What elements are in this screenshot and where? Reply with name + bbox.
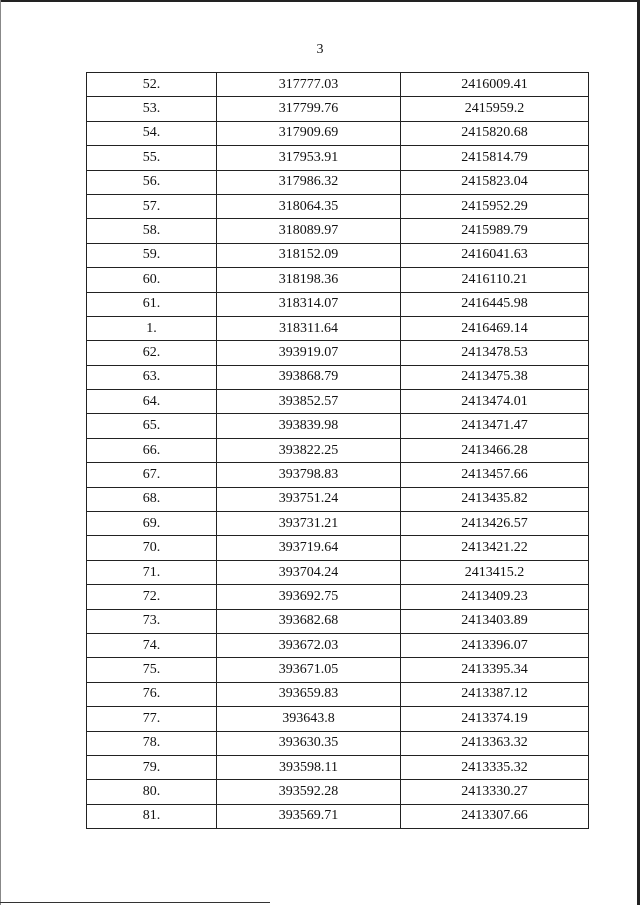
table-row	[87, 316, 589, 340]
x-coordinate-cell: 317909.69	[217, 121, 401, 145]
point-number-cell: 60.	[87, 268, 217, 292]
table-row	[87, 755, 589, 779]
x-coordinate-cell: 393839.98	[217, 414, 401, 438]
point-number-cell: 71.	[87, 560, 217, 584]
table-row	[87, 121, 589, 145]
y-coordinate-cell: 2413363.32	[401, 731, 589, 755]
table-row	[87, 780, 589, 804]
x-coordinate-cell: 317777.03	[217, 73, 401, 97]
table-row	[87, 170, 589, 194]
table-row	[87, 219, 589, 243]
x-coordinate-cell: 393682.68	[217, 609, 401, 633]
x-coordinate-cell: 393731.21	[217, 512, 401, 536]
table-row	[87, 487, 589, 511]
page-top-edge	[0, 0, 640, 2]
x-coordinate-cell: 393798.83	[217, 463, 401, 487]
table-row	[87, 609, 589, 633]
x-coordinate-cell: 393569.71	[217, 804, 401, 828]
table-row	[87, 560, 589, 584]
point-number-cell: 52.	[87, 73, 217, 97]
y-coordinate-cell: 2415959.2	[401, 97, 589, 121]
y-coordinate-cell: 2416041.63	[401, 243, 589, 267]
x-coordinate-cell: 393919.07	[217, 341, 401, 365]
x-coordinate-cell: 393592.28	[217, 780, 401, 804]
y-coordinate-cell: 2413435.82	[401, 487, 589, 511]
point-number-cell: 81.	[87, 804, 217, 828]
x-coordinate-cell: 393643.8	[217, 707, 401, 731]
table-row	[87, 194, 589, 218]
y-coordinate-cell: 2413478.53	[401, 341, 589, 365]
page-left-edge	[0, 0, 1, 905]
y-coordinate-cell: 2415952.29	[401, 194, 589, 218]
y-coordinate-cell: 2413330.27	[401, 780, 589, 804]
point-number-cell: 65.	[87, 414, 217, 438]
coordinates-table	[86, 72, 589, 829]
table-row	[87, 414, 589, 438]
point-number-cell: 75.	[87, 658, 217, 682]
table-row	[87, 268, 589, 292]
y-coordinate-cell: 2413387.12	[401, 682, 589, 706]
point-number-cell: 53.	[87, 97, 217, 121]
point-number-cell: 70.	[87, 536, 217, 560]
point-number-cell: 68.	[87, 487, 217, 511]
y-coordinate-cell: 2416445.98	[401, 292, 589, 316]
table-row	[87, 682, 589, 706]
x-coordinate-cell: 393598.11	[217, 755, 401, 779]
table-row	[87, 438, 589, 462]
y-coordinate-cell: 2413426.57	[401, 512, 589, 536]
table-row	[87, 146, 589, 170]
x-coordinate-cell: 318064.35	[217, 194, 401, 218]
x-coordinate-cell: 317986.32	[217, 170, 401, 194]
y-coordinate-cell: 2413471.47	[401, 414, 589, 438]
point-number-cell: 62.	[87, 341, 217, 365]
y-coordinate-cell: 2415823.04	[401, 170, 589, 194]
point-number-cell: 77.	[87, 707, 217, 731]
table-row	[87, 536, 589, 560]
y-coordinate-cell: 2413403.89	[401, 609, 589, 633]
point-number-cell: 66.	[87, 438, 217, 462]
table-row	[87, 97, 589, 121]
point-number-cell: 1.	[87, 316, 217, 340]
table-row	[87, 633, 589, 657]
page-number: 3	[316, 42, 324, 57]
x-coordinate-cell: 393671.05	[217, 658, 401, 682]
x-coordinate-cell: 393672.03	[217, 633, 401, 657]
table-row	[87, 585, 589, 609]
y-coordinate-cell: 2413307.66	[401, 804, 589, 828]
y-coordinate-cell: 2413395.34	[401, 658, 589, 682]
x-coordinate-cell: 318198.36	[217, 268, 401, 292]
table-row	[87, 243, 589, 267]
point-number-cell: 55.	[87, 146, 217, 170]
table-row	[87, 731, 589, 755]
x-coordinate-cell: 393868.79	[217, 365, 401, 389]
x-coordinate-cell: 393692.75	[217, 585, 401, 609]
y-coordinate-cell: 2415820.68	[401, 121, 589, 145]
y-coordinate-cell: 2413457.66	[401, 463, 589, 487]
x-coordinate-cell: 318152.09	[217, 243, 401, 267]
x-coordinate-cell: 393719.64	[217, 536, 401, 560]
table-row	[87, 658, 589, 682]
y-coordinate-cell: 2416009.41	[401, 73, 589, 97]
point-number-cell: 76.	[87, 682, 217, 706]
y-coordinate-cell: 2413475.38	[401, 365, 589, 389]
x-coordinate-cell: 393704.24	[217, 560, 401, 584]
y-coordinate-cell: 2413409.23	[401, 585, 589, 609]
x-coordinate-cell: 393852.57	[217, 390, 401, 414]
y-coordinate-cell: 2413466.28	[401, 438, 589, 462]
x-coordinate-cell: 317953.91	[217, 146, 401, 170]
x-coordinate-cell: 318311.64	[217, 316, 401, 340]
point-number-cell: 80.	[87, 780, 217, 804]
point-number-cell: 56.	[87, 170, 217, 194]
y-coordinate-cell: 2415814.79	[401, 146, 589, 170]
x-coordinate-cell: 393822.25	[217, 438, 401, 462]
point-number-cell: 78.	[87, 731, 217, 755]
y-coordinate-cell: 2416469.14	[401, 316, 589, 340]
y-coordinate-cell: 2413474.01	[401, 390, 589, 414]
point-number-cell: 73.	[87, 609, 217, 633]
point-number-cell: 61.	[87, 292, 217, 316]
point-number-cell: 67.	[87, 463, 217, 487]
point-number-cell: 63.	[87, 365, 217, 389]
y-coordinate-cell: 2413421.22	[401, 536, 589, 560]
y-coordinate-cell: 2415989.79	[401, 219, 589, 243]
coordinates-table-body	[87, 73, 589, 829]
footnote-rule	[0, 902, 270, 903]
y-coordinate-cell: 2416110.21	[401, 268, 589, 292]
y-coordinate-cell: 2413396.07	[401, 633, 589, 657]
y-coordinate-cell: 2413374.19	[401, 707, 589, 731]
table-row	[87, 390, 589, 414]
point-number-cell: 54.	[87, 121, 217, 145]
point-number-cell: 59.	[87, 243, 217, 267]
point-number-cell: 74.	[87, 633, 217, 657]
table-row	[87, 512, 589, 536]
table-row	[87, 463, 589, 487]
x-coordinate-cell: 393630.35	[217, 731, 401, 755]
point-number-cell: 72.	[87, 585, 217, 609]
x-coordinate-cell: 318314.07	[217, 292, 401, 316]
table-row	[87, 73, 589, 97]
table-row	[87, 707, 589, 731]
point-number-cell: 79.	[87, 755, 217, 779]
y-coordinate-cell: 2413415.2	[401, 560, 589, 584]
table-row	[87, 804, 589, 828]
point-number-cell: 58.	[87, 219, 217, 243]
y-coordinate-cell: 2413335.32	[401, 755, 589, 779]
x-coordinate-cell: 393751.24	[217, 487, 401, 511]
table-row	[87, 341, 589, 365]
x-coordinate-cell: 317799.76	[217, 97, 401, 121]
table-row	[87, 365, 589, 389]
x-coordinate-cell: 318089.97	[217, 219, 401, 243]
point-number-cell: 57.	[87, 194, 217, 218]
table-row	[87, 292, 589, 316]
point-number-cell: 69.	[87, 512, 217, 536]
x-coordinate-cell: 393659.83	[217, 682, 401, 706]
point-number-cell: 64.	[87, 390, 217, 414]
